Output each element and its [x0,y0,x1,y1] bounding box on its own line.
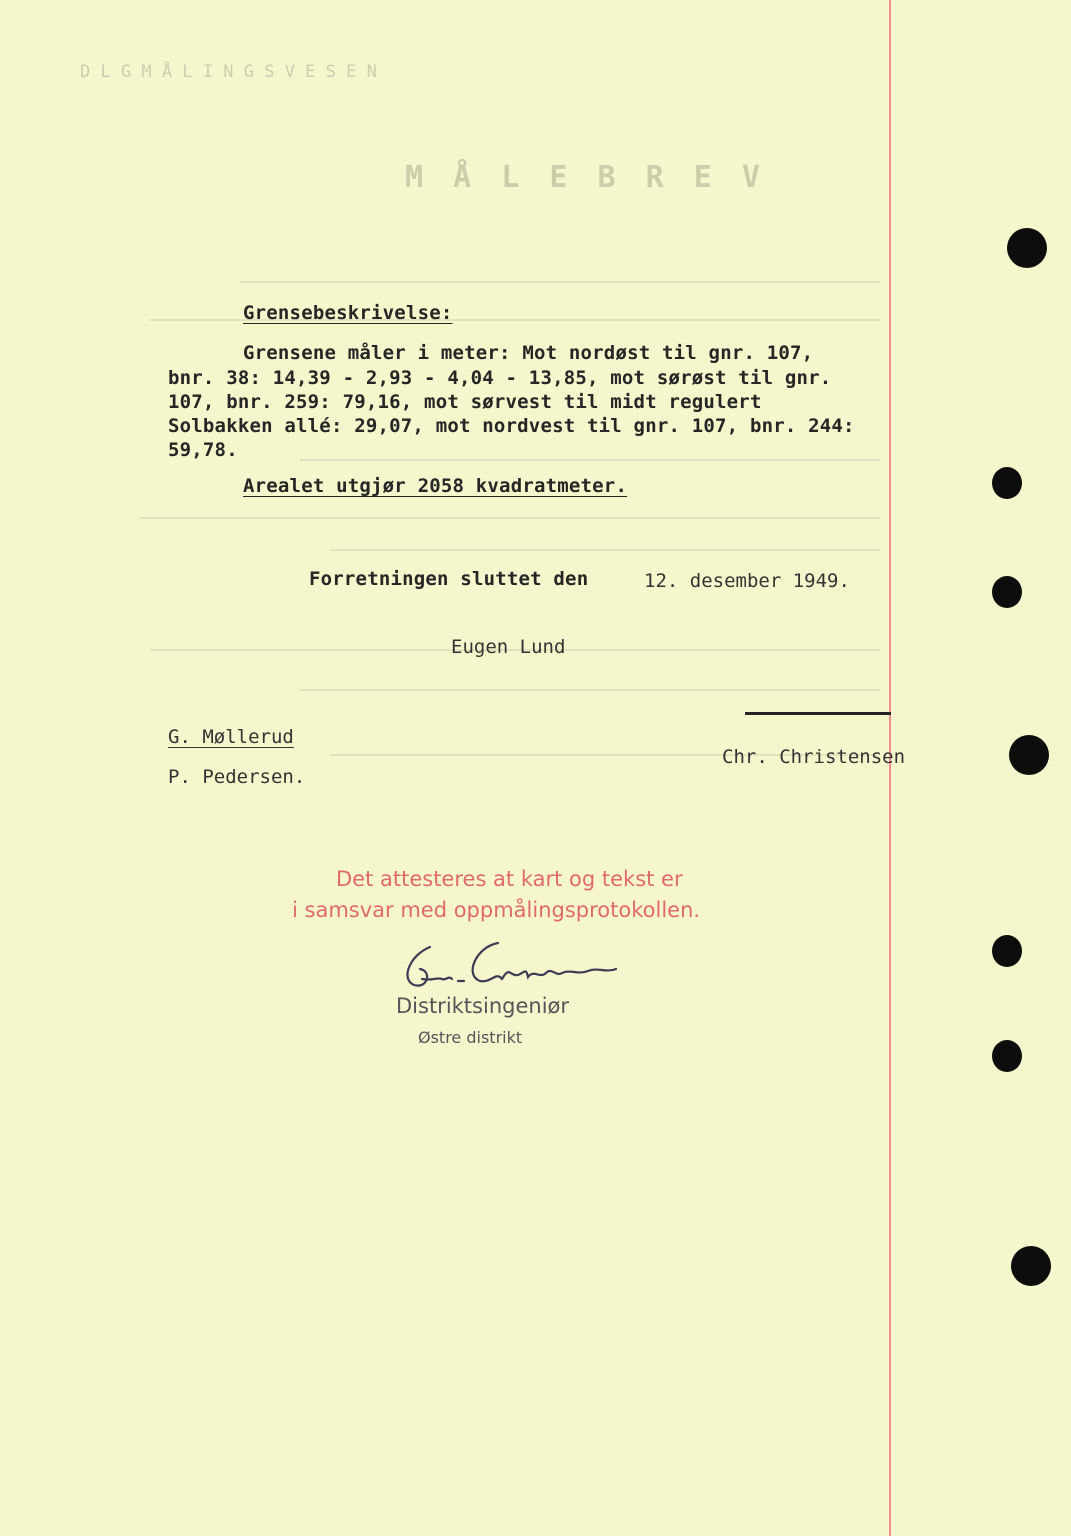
bleed-through-title: M Å L E B R E V [405,160,766,195]
bleed-through-lines [0,260,890,780]
punch-hole-icon [992,467,1022,499]
punch-hole-icon [992,935,1022,967]
signature-g-mollerud: G. Møllerud [168,726,294,748]
attestation-stamp-line-2: i samsvar med oppmålingsprotokollen. [292,898,701,922]
signature-eugen-lund: Eugen Lund [451,636,566,658]
signature-chr-christensen: Chr. Christensen [722,746,906,768]
punch-hole-icon [1011,1246,1051,1286]
area-statement: Arealet utgjør 2058 kvadratmeter. [243,475,628,497]
district-name: Østre distrikt [418,1028,523,1047]
punch-hole-icon [1009,735,1049,775]
boundary-line: Grensene måler i meter: Mot nordøst til gnr. 107, [243,342,814,364]
engineer-title: Distriktsingeniør [396,994,570,1018]
closing-label: Forretningen sluttet den [309,568,589,590]
punch-hole-icon [992,576,1022,608]
boundary-line: 59,78. [168,439,238,461]
punch-hole-icon [992,1040,1022,1072]
signature-p-pedersen: P. Pedersen. [168,766,306,788]
boundary-line: Solbakken allé: 29,07, mot nordvest til gnr. 107, bnr. 244: [168,415,855,437]
signature-line [745,712,891,715]
boundary-line: bnr. 38: 14,39 - 2,93 - 4,04 - 13,85, mot sørøst til gnr. [168,367,832,389]
boundary-line: 107, bnr. 259: 79,16, mot sørvest til midt regulert [168,391,762,413]
boundary-heading: Grensebeskrivelse: [243,302,453,324]
bleed-through-header: D L G M Å L I N G S V E S E N [80,62,377,82]
attestation-stamp-line-1: Det attesteres at kart og tekst er [336,867,683,891]
punch-hole-icon [1007,228,1047,268]
closing-date: 12. desember 1949. [644,570,850,592]
